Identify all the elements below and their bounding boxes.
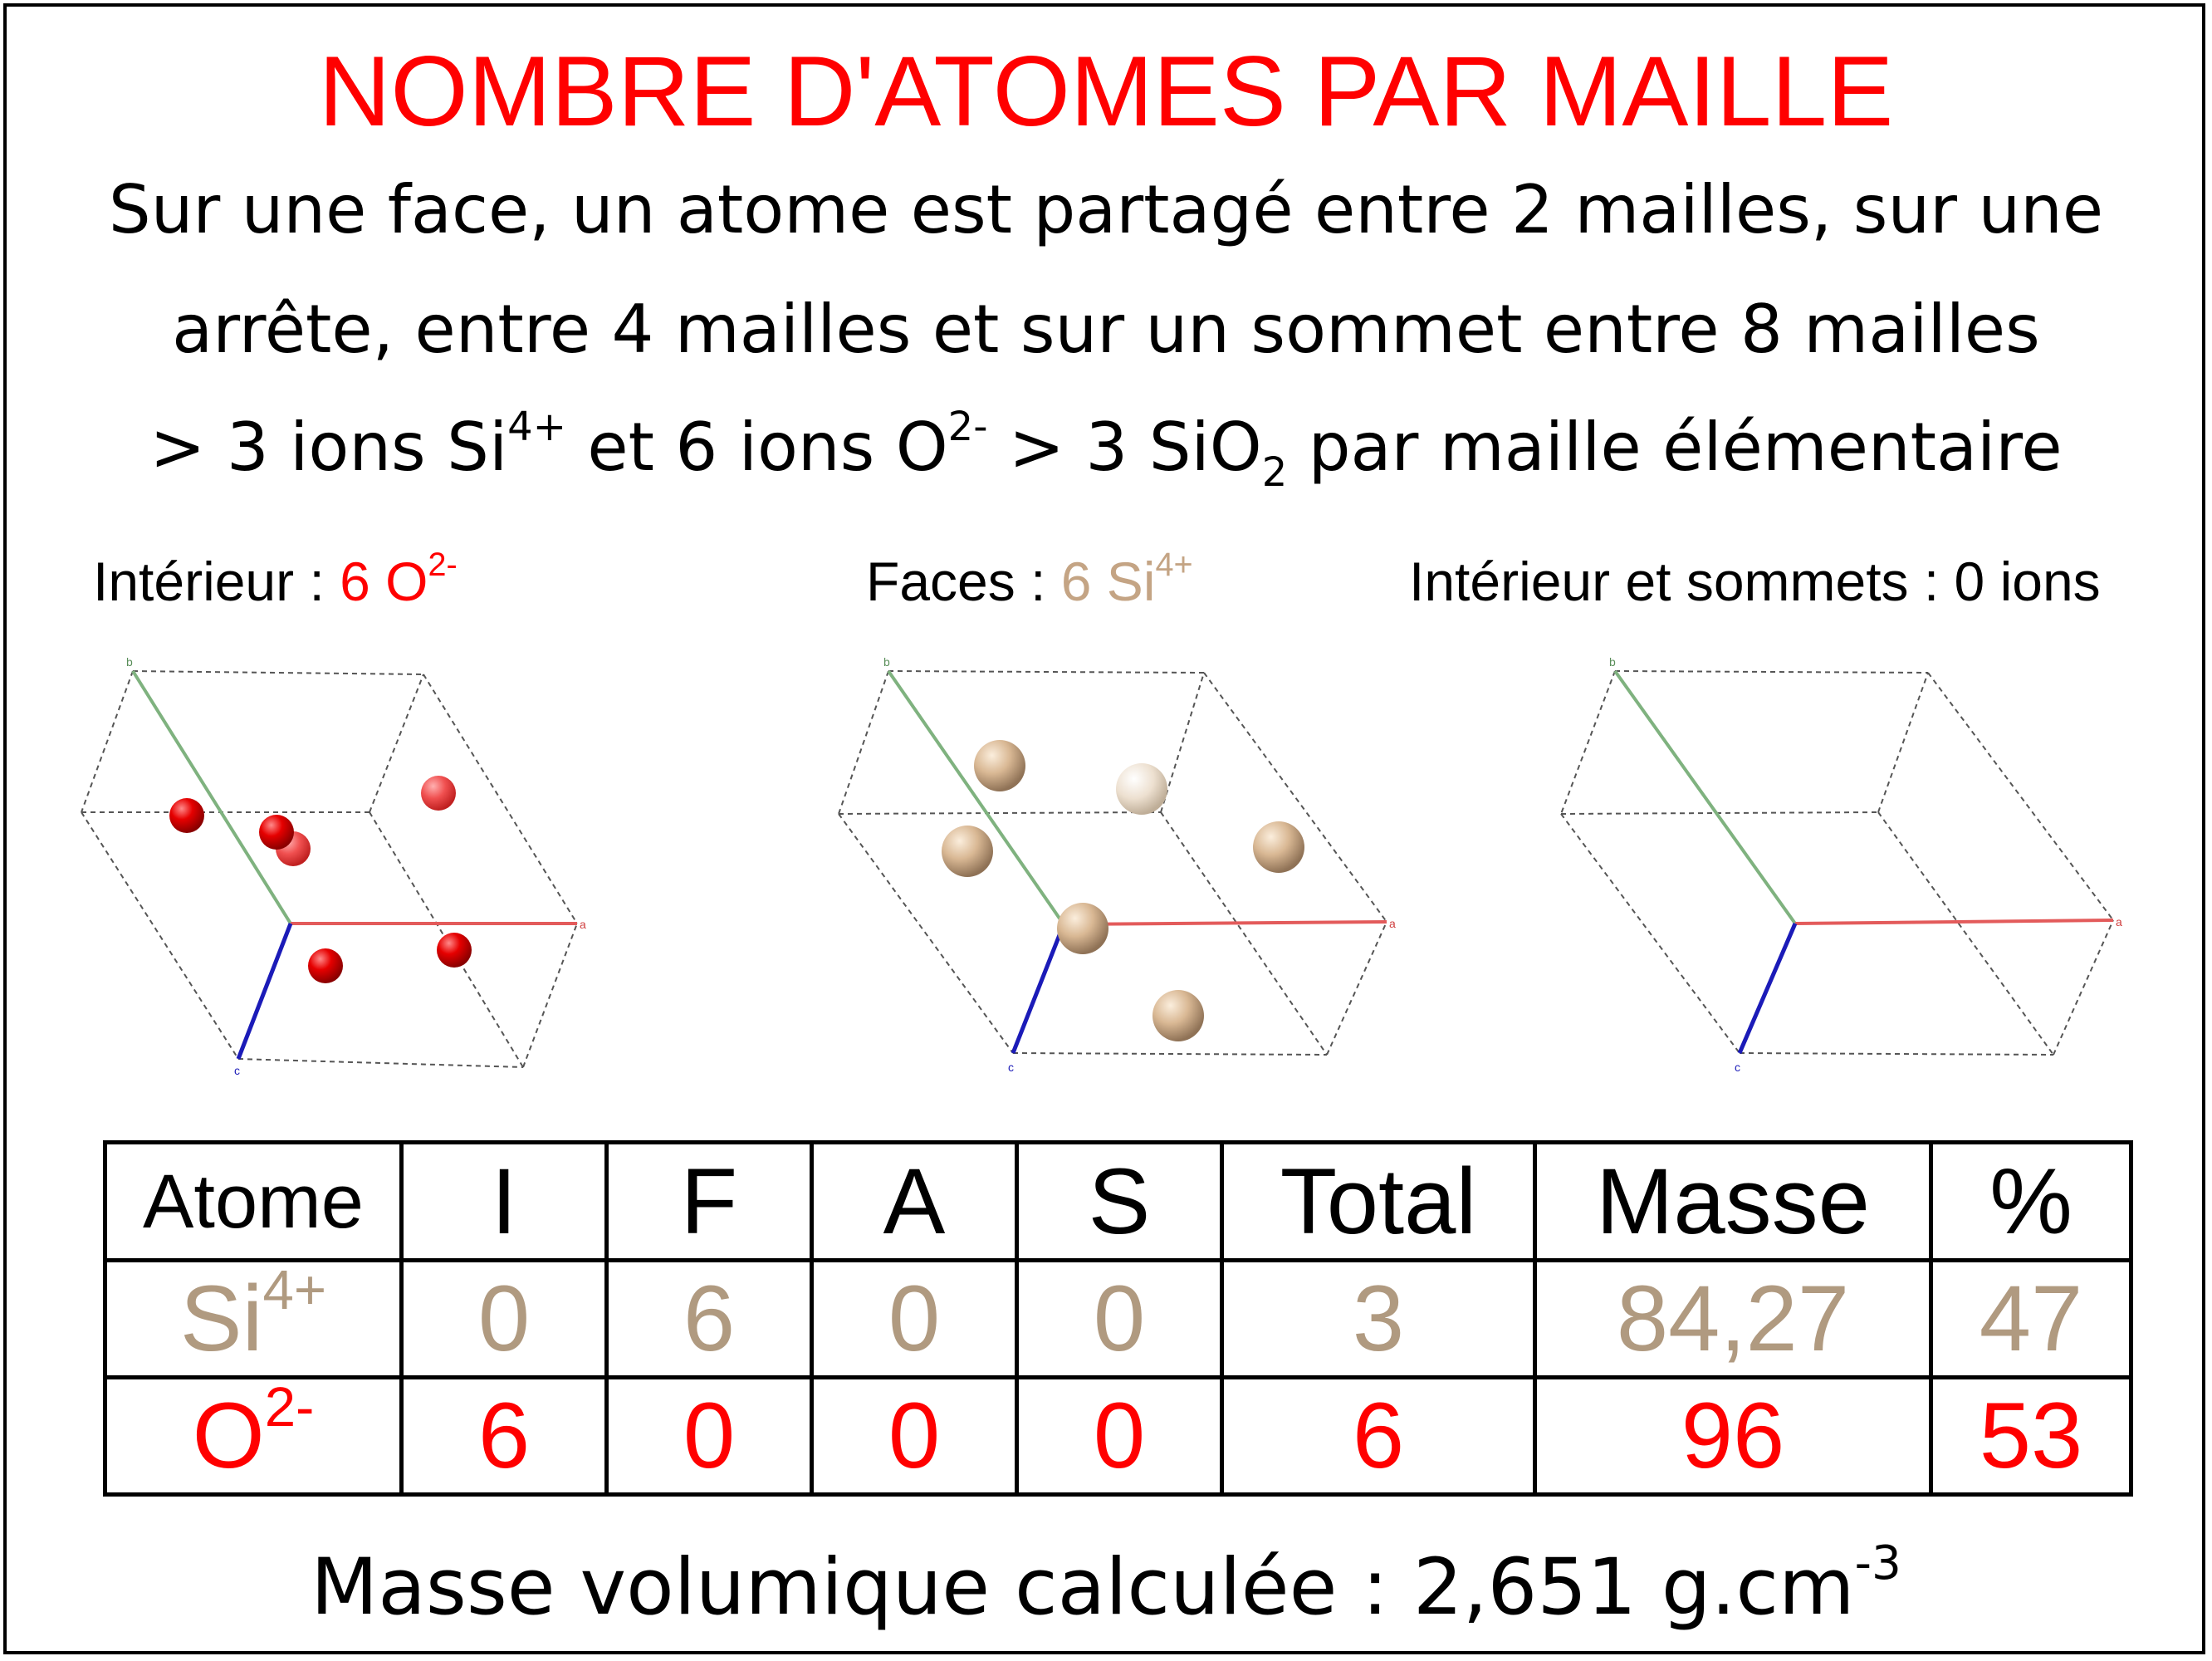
caption-2-charge: 4+ xyxy=(1155,546,1193,584)
axis-c-label: c xyxy=(1735,1061,1740,1074)
axis-a xyxy=(1795,920,2113,924)
line3-subscript: 2 xyxy=(1261,449,1288,497)
table-row xyxy=(105,1378,2131,1495)
axis-a-label: a xyxy=(2116,915,2122,928)
caption-1-value-text: 6 O xyxy=(340,551,428,612)
caption-interior-oxygen xyxy=(93,548,458,615)
oxygen-atom xyxy=(169,798,204,833)
header-vertices: S xyxy=(1017,1143,1222,1261)
caption-2-label: Faces : xyxy=(866,551,1061,612)
row-o-percent: 53 xyxy=(1931,1378,2131,1495)
header-faces: F xyxy=(607,1143,812,1261)
header-interior: I xyxy=(402,1143,607,1261)
line3-o-charge: 2- xyxy=(947,404,988,450)
axis-c-label: c xyxy=(234,1064,240,1077)
unit-cell-faces-silicon xyxy=(829,648,1410,1088)
density-result xyxy=(0,1538,2212,1638)
row-o-atom xyxy=(105,1375,402,1495)
line3-si-charge: 4+ xyxy=(507,404,566,450)
header-total: Total xyxy=(1222,1143,1535,1261)
caption-2-value xyxy=(1060,546,1193,612)
atom-count-table xyxy=(103,1140,2133,1497)
line3-part4: par maille élémentaire xyxy=(1287,409,2063,486)
o-symbol: O xyxy=(192,1384,265,1487)
silicon-atom xyxy=(942,826,993,877)
silicon-atom xyxy=(1116,763,1167,815)
oxygen-atom xyxy=(259,815,294,850)
cell-edges xyxy=(839,671,1387,1055)
si-charge: 4+ xyxy=(262,1258,327,1321)
line3-part2: et 6 ions O xyxy=(565,409,948,486)
axis-b-label: b xyxy=(1609,655,1616,669)
cell-edges xyxy=(81,671,577,1067)
row-o-edges: 0 xyxy=(812,1378,1017,1495)
row-si-percent: 47 xyxy=(1931,1261,2131,1378)
density-text: Masse volumique calculée : 2,651 g.cm xyxy=(311,1542,1855,1633)
silicon-atom xyxy=(974,740,1025,791)
axis-a-label: a xyxy=(1389,917,1396,930)
axis-a-label: a xyxy=(580,918,586,931)
silicon-atom xyxy=(1152,990,1204,1041)
line3-part3: > 3 SiO xyxy=(987,409,1262,486)
oxygen-atom xyxy=(421,776,456,811)
axis-c-label: c xyxy=(1008,1061,1014,1074)
si-symbol: Si xyxy=(179,1267,263,1370)
caption-1-charge: 2- xyxy=(428,546,458,584)
axis-b xyxy=(888,671,1064,924)
row-si-atom xyxy=(105,1258,402,1378)
row-si-total: 3 xyxy=(1222,1261,1535,1378)
table-row xyxy=(105,1261,2131,1378)
axis-c xyxy=(1013,924,1064,1053)
oxygen-atom xyxy=(308,948,343,983)
explanation-line-1: Sur une face, un atome est partagé entre 2 mailles, sur une xyxy=(108,171,2104,248)
unit-cell-interior-oxygen xyxy=(66,648,614,1088)
unit-cell-interior-vertices xyxy=(1553,648,2134,1088)
axis-b-label: b xyxy=(126,655,133,669)
row-o-vertices: 0 xyxy=(1017,1378,1222,1495)
caption-2-value-text: 6 Si xyxy=(1060,551,1156,612)
oxygen-atom xyxy=(437,933,472,968)
row-o-faces: 0 xyxy=(607,1378,812,1495)
row-si-faces: 6 xyxy=(607,1261,812,1378)
explanation-line-2: arrête, entre 4 mailles et sur un sommet entre 8 mailles xyxy=(172,291,2040,368)
line3-part1: > 3 ions Si xyxy=(149,409,508,486)
axis-c xyxy=(238,924,291,1059)
o-charge: 2- xyxy=(264,1375,315,1438)
axis-c xyxy=(1740,924,1795,1053)
row-si-edges: 0 xyxy=(812,1261,1017,1378)
explanation-line-3 xyxy=(0,402,2212,497)
axis-b xyxy=(1615,671,1795,924)
row-si-interior: 0 xyxy=(402,1261,607,1378)
table-header-row xyxy=(105,1143,2131,1261)
caption-1-label: Intérieur : xyxy=(93,551,340,612)
slide-title: NOMBRE D'ATOMES PAR MAILLE xyxy=(318,36,1894,147)
caption-1-value xyxy=(340,546,458,612)
header-edges: A xyxy=(812,1143,1017,1261)
header-mass: Masse xyxy=(1535,1143,1931,1261)
caption-interior-vertices: Intérieur et sommets : 0 ions xyxy=(1409,551,2101,612)
silicon-atom xyxy=(1253,821,1304,873)
caption-faces-silicon xyxy=(866,548,1193,615)
row-o-mass: 96 xyxy=(1535,1378,1931,1495)
silicon-atom xyxy=(1057,903,1108,954)
cell-edges xyxy=(1561,671,2113,1055)
row-o-total: 6 xyxy=(1222,1378,1535,1495)
axis-a xyxy=(1064,922,1387,924)
density-unit-exponent: -3 xyxy=(1854,1536,1901,1590)
row-si-vertices: 0 xyxy=(1017,1261,1222,1378)
row-si-mass: 84,27 xyxy=(1535,1261,1931,1378)
axis-b xyxy=(133,671,291,924)
header-atome: Atome xyxy=(105,1143,402,1261)
header-percent: % xyxy=(1931,1143,2131,1261)
row-o-interior: 6 xyxy=(402,1378,607,1495)
axis-b-label: b xyxy=(883,655,890,669)
